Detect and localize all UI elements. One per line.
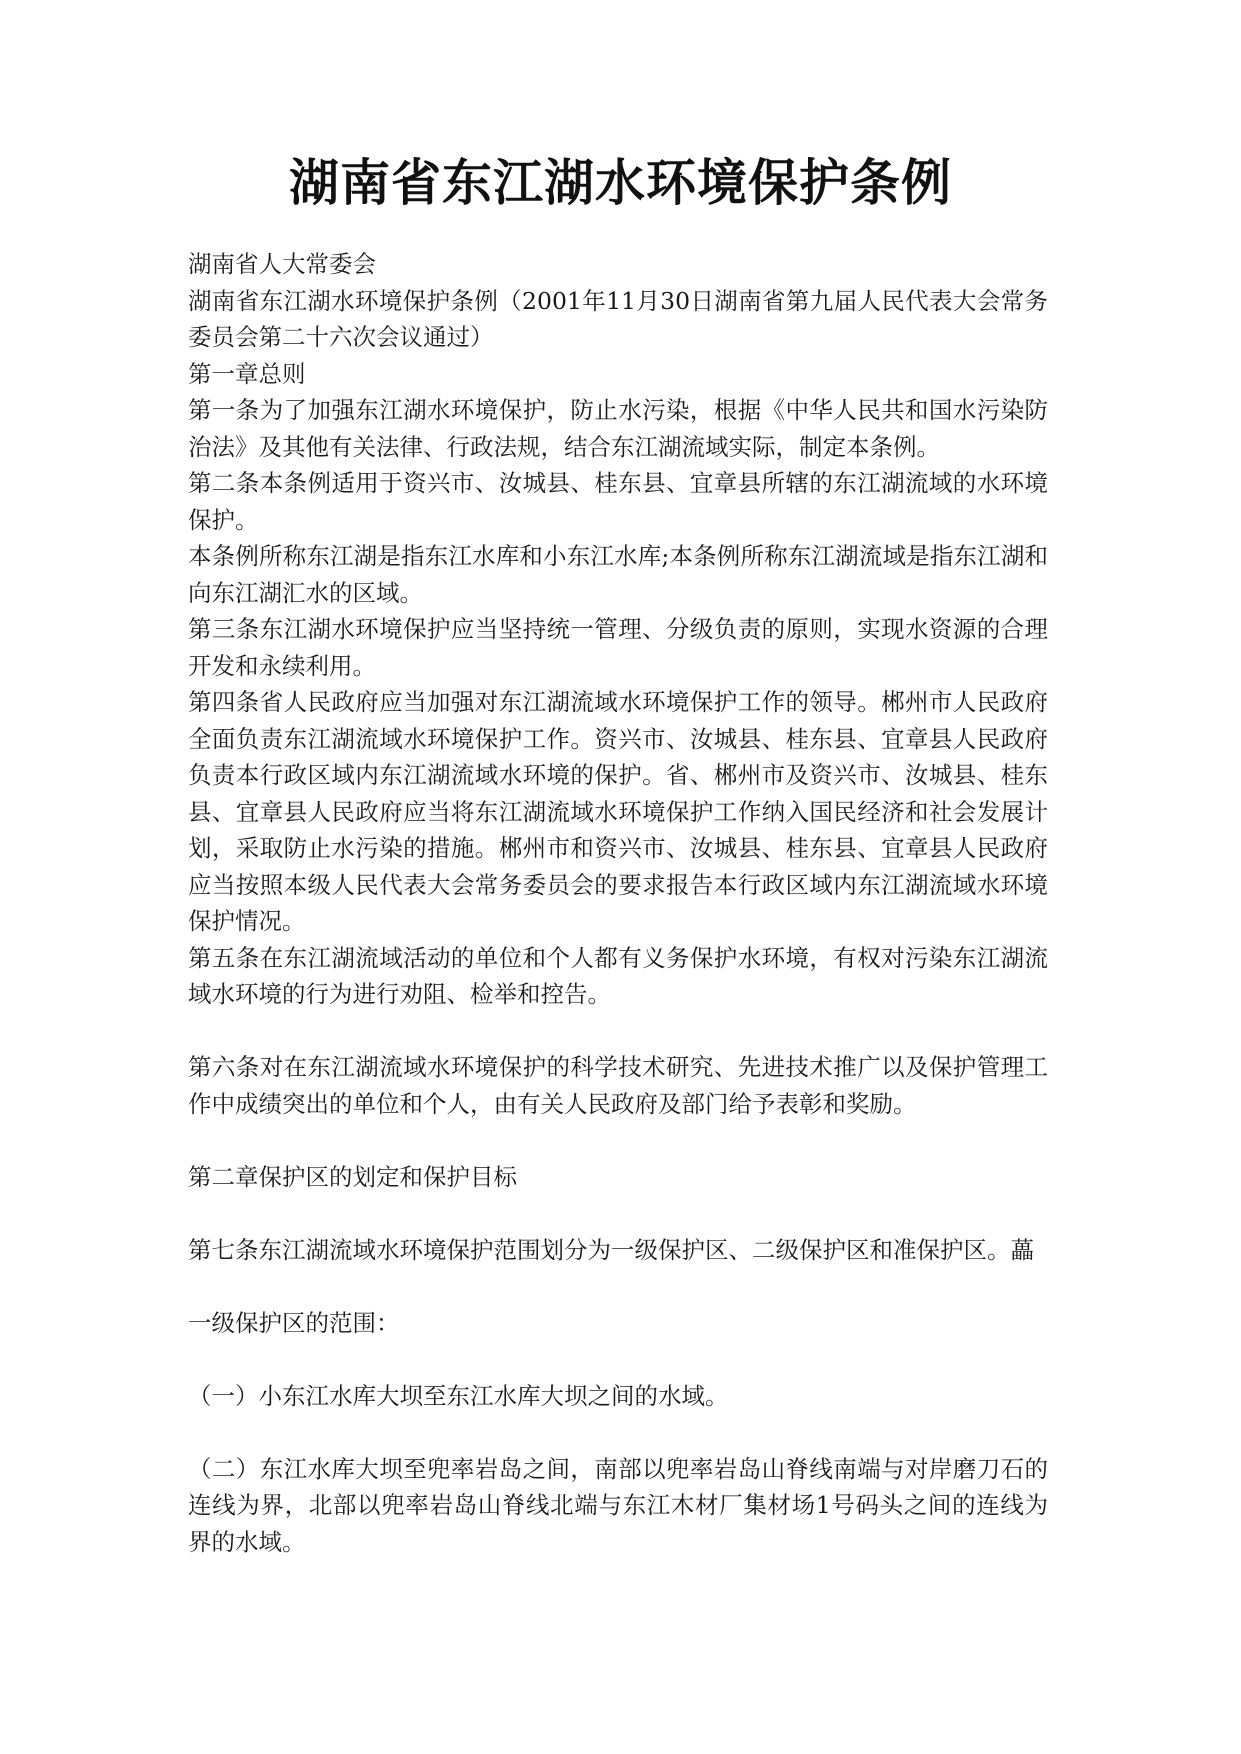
document-title: 湖南省东江湖水环境保护条例 <box>289 153 952 212</box>
article-paragraph: 第三条东江湖水环境保护应当坚持统一管理、分级负责的原则，实现水资源的合理开发和永续利用。 <box>188 615 1048 680</box>
article-paragraph: 本条例所称东江湖是指东江水库和小东江水库;本条例所称东江湖流域是指东江湖和向东江湖汇水的区域。 <box>188 542 1048 607</box>
article-paragraph: 第五条在东江湖流域活动的单位和个人都有义务保护水环境，有权对污染东江湖流域水环境的行为进行劝阻、检举和控告。 <box>188 943 1048 1008</box>
article-paragraph: 第一条为了加强东江湖水环境保护，防止水污染，根据《中华人民共和国水污染防治法》及其他有关法律、行政法规，结合东江湖流域实际，制定本条例。 <box>188 396 1048 461</box>
section-label: 一级保护区的范围： <box>188 1308 400 1337</box>
chapter-heading: 第一章总则 <box>188 359 306 388</box>
chapter-heading: 第二章保护区的划定和保护目标 <box>188 1162 517 1191</box>
article-paragraph: 第六条对在东江湖流域水环境保护的科学技术研究、先进技术推广以及保护管理工作中成绩突出的单位和个人，由有关人民政府及部门给予表彰和奖励。 <box>188 1053 1048 1118</box>
law-full-title: 湖南省东江湖水环境保护条例（2001年11月30日湖南省第九届人民代表大会常务委员会第二十六次会议通过） <box>188 286 1048 351</box>
article-paragraph: 第四条省人民政府应当加强对东江湖流域水环境保护工作的领导。郴州市人民政府全面负责东江湖流域水环境保护工作。资兴市、汝城县、桂东县、宜章县人民政府负责本行政区域内东江湖流域水环境的保护。省、郴州市及资兴市、汝城县、桂东县、宜章县人民政府应当将东江湖流域水环境保护工作纳入国民经济和社会发展计划，采取防止水污染的措施。郴州市和资兴市、汝城县、桂东县、宜章县人民政府应当按照本级人民代表大会常务委员会的要求报告本行政区域内东江湖流域水环境保护情况。 <box>188 688 1048 935</box>
list-item: （二）东江水库大坝至兜率岩岛之间，南部以兜率岩岛山脊线南端与对岸磨刀石的连线为界，北部以兜率岩岛山脊线北端与东江木材厂集材场1号码头之间的连线为界的水域。 <box>188 1454 1048 1556</box>
list-item: （一）小东江水库大坝至东江水库大坝之间的水域。 <box>188 1381 729 1410</box>
issuer-line: 湖南省人大常委会 <box>188 250 376 278</box>
article-paragraph: 第二条本条例适用于资兴市、汝城县、桂东县、宜章县所辖的东江湖流域的水环境保护。 <box>188 469 1048 534</box>
document-body <box>188 246 1048 1560</box>
article-paragraph: 第七条东江湖流域水环境保护范围划分为一级保护区、二级保护区和准保护区。藟 <box>188 1235 1034 1264</box>
